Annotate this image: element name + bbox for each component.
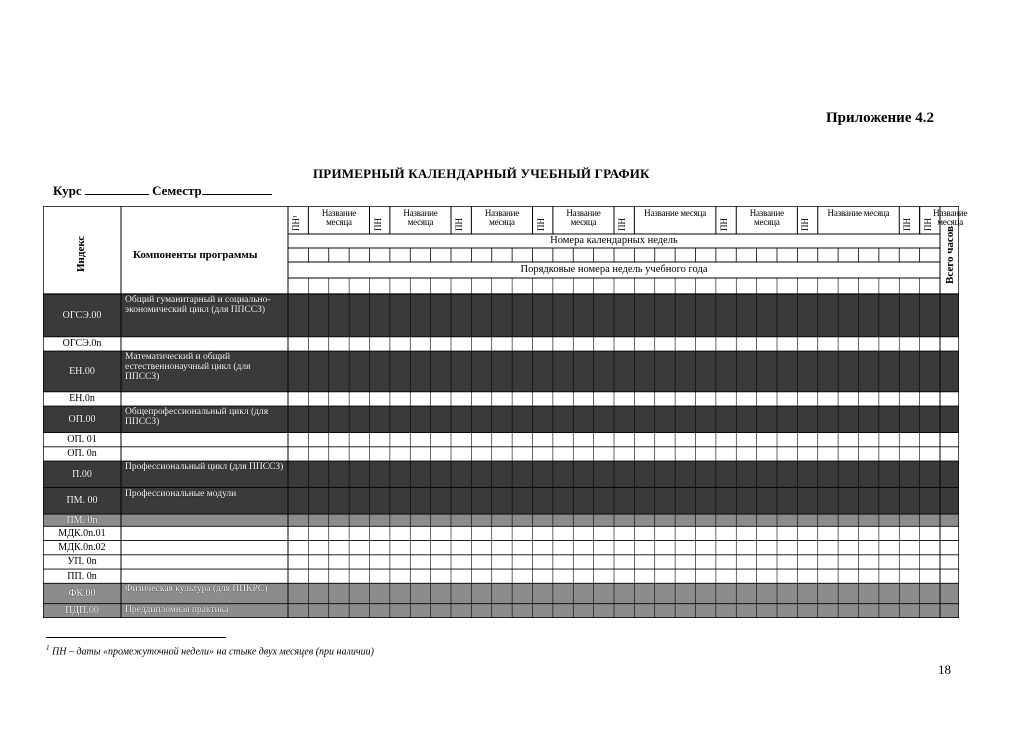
pn-header: ПН¹ (291, 215, 301, 231)
pn-header: ПН (535, 218, 546, 231)
components-column-header: Компоненты программы (133, 249, 258, 261)
row-component-name: Профессиональные модули (125, 488, 237, 499)
row-index: ФК.00 (68, 588, 96, 600)
row-index: ПП. 0n (67, 570, 97, 582)
pn-header: ПН (617, 218, 627, 231)
pn-header: ПН (372, 218, 383, 231)
total-hours-header: Всего часов (944, 226, 956, 284)
month-name-header: Название месяца (321, 208, 357, 227)
appendix-label: Приложение 4.2 (826, 110, 934, 126)
page-number: 18 (938, 662, 951, 677)
month-name-header: Название месяца (644, 208, 707, 218)
month-name-header: Название месяца (933, 208, 968, 227)
footnote-marker: 1 (46, 644, 50, 652)
semester-blank (202, 183, 272, 195)
pn-header: ПН (718, 218, 729, 231)
row-component-name: Преддипломная практика (125, 604, 229, 615)
row-index: ОП.00 (68, 413, 96, 425)
row-index: ЕН.0n (69, 393, 95, 405)
row-index: ОГСЭ.0n (62, 338, 102, 350)
row-shade-mid (43, 514, 959, 526)
course-semester-line (53, 183, 272, 199)
row-index: УП. 0n (67, 556, 97, 568)
row-index: МДК.0n.02 (58, 542, 106, 554)
row-index: ПМ. 00 (66, 495, 98, 507)
footnote-divider (46, 637, 226, 638)
month-name-header: Название месяца (566, 208, 601, 227)
row-component-name: Общий гуманитарный и социально-экономический цикл (для ППССЗ) (125, 295, 271, 315)
footnote (46, 644, 374, 657)
document-title: ПРИМЕРНЫЙ КАЛЕНДАРНЫЙ УЧЕБНЫЙ ГРАФИК (313, 166, 650, 181)
footnote-text: ПН – даты «промежуточной недели» на стыке двух месяцев (при наличии) (52, 646, 374, 658)
row-index: П.00 (72, 468, 92, 480)
row-index: ОП. 01 (67, 434, 97, 446)
row-index: ЕН.00 (69, 365, 95, 377)
row-index: ОП. 0n (67, 448, 97, 460)
study-weeks-header: Порядковые номера недель учебного года (520, 264, 708, 275)
row-index: ПДП.00 (65, 605, 99, 617)
row-component-name: Математический и общий естественнонаучный цикл (для ППССЗ) (125, 352, 251, 383)
course-blank (85, 183, 149, 195)
row-component-name: Профессиональный цикл (для ППССЗ) (125, 462, 284, 473)
course-label: Курс (53, 183, 82, 198)
month-name-header: Название месяца (403, 208, 438, 227)
month-name-header: Название месяца (484, 208, 520, 227)
schedule-table (43, 206, 968, 618)
pn-header: ПН (800, 218, 811, 231)
row-index: ОГСЭ.00 (62, 309, 102, 321)
row-index: МДК.0n.01 (58, 527, 106, 539)
row-index: ПМ. 0n (66, 514, 98, 526)
calendar-weeks-header: Номера календарных недель (550, 235, 678, 246)
month-name-header: Название месяца (749, 208, 784, 227)
index-column-header: Индекс (75, 235, 87, 272)
pn-header: ПН (454, 218, 464, 231)
month-name-header: Название месяца (827, 208, 890, 218)
pn-header: ПН (902, 218, 913, 231)
row-component-name: Физическая культура (для ППКРС) (125, 584, 268, 595)
row-component-name: Общепрофессиональный цикл (для ППССЗ) (125, 407, 269, 428)
pn-header: ПН (922, 218, 933, 231)
semester-label: Семестр (152, 183, 202, 198)
